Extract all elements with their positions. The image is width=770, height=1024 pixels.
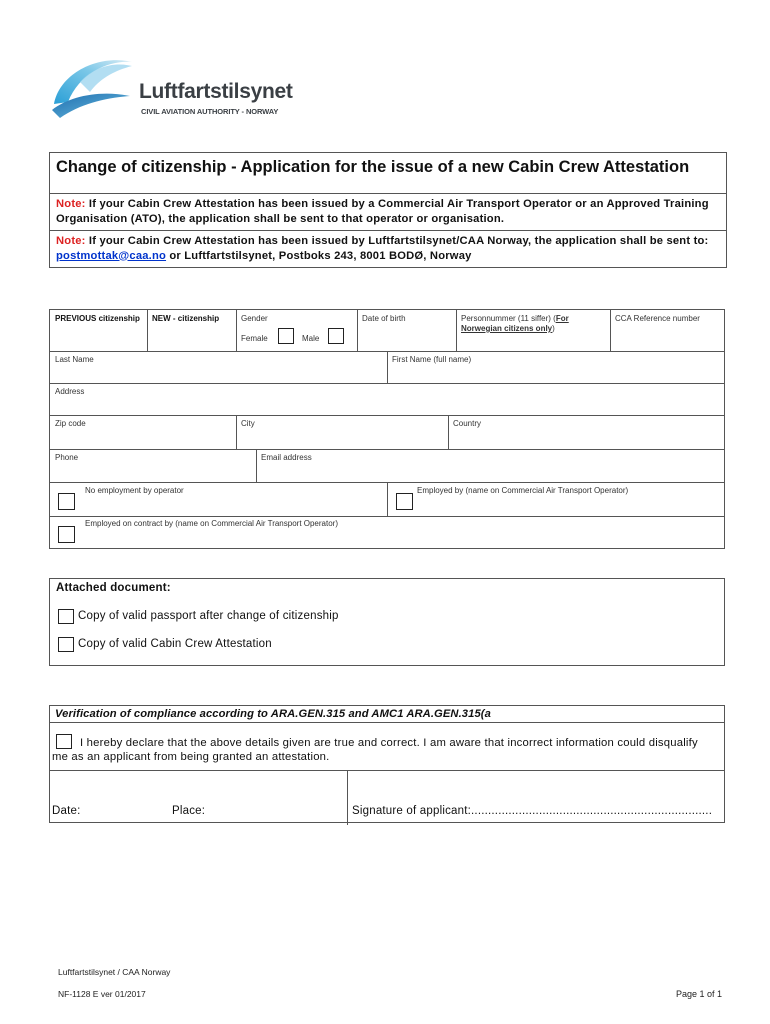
previous-citizenship-field[interactable]: PREVIOUS citizenship (55, 314, 140, 323)
logo-swoosh-icon (50, 52, 136, 122)
attestation-label: Copy of valid Cabin Crew Attestation (78, 638, 272, 650)
zip-code-field[interactable]: Zip code (55, 419, 86, 428)
employed-contract-label: Employed on contract by (name on Commercial Air Transport Operator) (85, 519, 338, 528)
email-field[interactable]: Email address (261, 453, 312, 462)
note-key: Note: (56, 198, 86, 210)
signature-row (50, 770, 724, 825)
email-link[interactable]: postmottak@caa.no (56, 249, 167, 262)
attached-title: Attached document: (56, 582, 171, 594)
employed-by-checkbox[interactable] (396, 493, 413, 510)
header-box (49, 152, 727, 268)
employed-by-label: Employed by (name on Commercial Air Transport Operator) (417, 486, 629, 495)
last-name-field[interactable]: Last Name (55, 355, 94, 364)
footer-organisation: Luftfartstilsynet / CAA Norway (58, 967, 171, 977)
note-key: Note: (56, 235, 86, 247)
phone-field[interactable]: Phone (55, 453, 79, 462)
cca-reference-field[interactable]: CCA Reference number (615, 314, 700, 323)
logo-name: Luftfartstilsynet (139, 80, 293, 103)
employed-contract-checkbox[interactable] (58, 526, 75, 543)
date-field[interactable]: Date: (52, 805, 81, 817)
page-title: Change of citizenship - Application for the issue of a new Cabin Crew Attestation (50, 153, 726, 194)
gender-label: Gender (241, 314, 268, 323)
female-checkbox[interactable] (278, 328, 294, 344)
passport-checkbox[interactable] (58, 609, 74, 624)
logo-subtitle: CIVIL AVIATION AUTHORITY - NORWAY (141, 107, 279, 116)
page-number: Page 1 of 1 (676, 989, 723, 999)
date-of-birth-field[interactable]: Date of birth (362, 314, 406, 323)
note-caa (50, 230, 726, 267)
note-operator (50, 194, 726, 230)
note-text: or Luftfartstilsynet, Postboks 243, 8001 BODØ, Norway (166, 249, 472, 262)
verification-title: Verification of compliance according to ARA.GEN.315 and AMC1 ARA.GEN.315(a (50, 706, 724, 723)
personnummer-note: For Norwegian citizens only (461, 314, 569, 333)
female-label: Female (241, 334, 268, 343)
logo (50, 52, 310, 122)
no-employment-label: No employment by operator (85, 486, 184, 495)
note-text: If your Cabin Crew Attestation has been issued by a Commercial Air Transport Operator or an Approved Training Organisation (ATO), the application shall be sent to that operator or organisation. (56, 198, 709, 225)
declaration-text: I hereby declare that the above details given are true and correct. I am aware that incorrect information could disqualify me as an applicant from being granted an attestation. (52, 737, 698, 763)
country-field[interactable]: Country (453, 419, 482, 428)
footer-version: NF-1128 E ver 01/2017 (58, 989, 146, 999)
city-field[interactable]: City (241, 419, 255, 428)
new-citizenship-field[interactable]: NEW - citizenship (152, 314, 220, 323)
attestation-checkbox[interactable] (58, 637, 74, 652)
signature-field[interactable]: Signature of applicant:....................................................................... (352, 805, 713, 817)
personnummer-label: Personnummer (11 siffer) ( (461, 314, 556, 323)
verification-section (49, 705, 725, 823)
note-text: If your Cabin Crew Attestation has been issued by Luftfartstilsynet/CAA Norway, the application shall be sent to: (85, 235, 709, 247)
male-label: Male (302, 334, 320, 343)
place-field[interactable]: Place: (172, 805, 206, 817)
passport-label: Copy of valid passport after change of citizenship (78, 610, 339, 622)
no-employment-checkbox[interactable] (58, 493, 75, 510)
applicant-form (49, 309, 725, 549)
attached-documents (49, 578, 725, 666)
personnummer-field[interactable] (456, 312, 610, 336)
first-name-field[interactable]: First Name (full name) (392, 355, 472, 364)
address-field[interactable]: Address (55, 387, 85, 396)
male-checkbox[interactable] (328, 328, 344, 344)
personnummer-close: ) (552, 324, 555, 333)
